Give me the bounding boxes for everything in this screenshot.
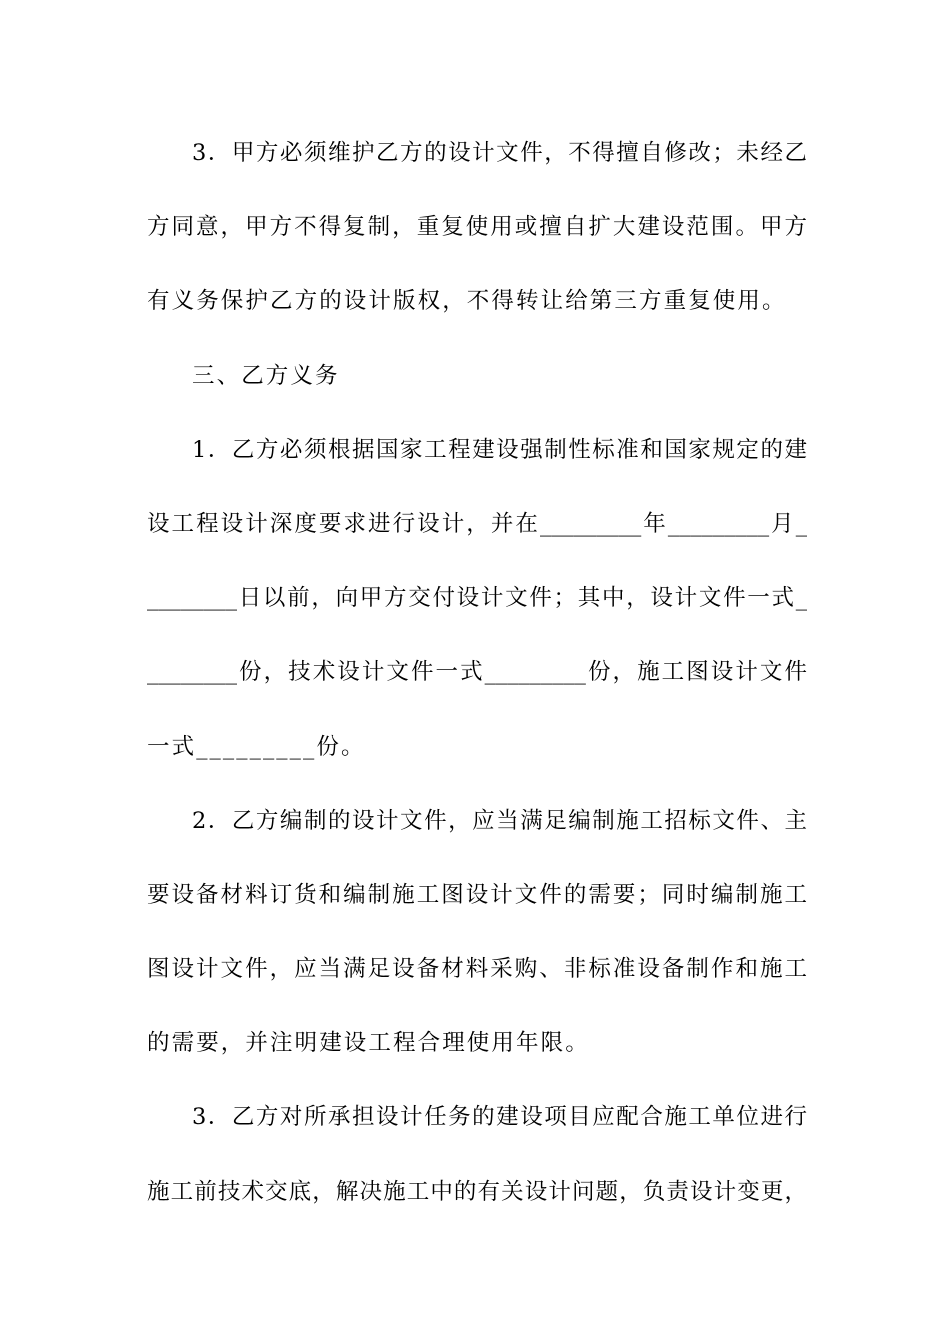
text-line: ________日以前，向甲方交付设计文件；其中，设计文件一式_ xyxy=(147,585,807,612)
text-line: 有义务保护乙方的设计版权，不得转让给第三方重复使用。 xyxy=(147,288,787,315)
text-line: 的需要，并注明建设工程合理使用年限。 xyxy=(147,1030,590,1057)
text-line: 3．甲方必须维护乙方的设计文件，不得擅自修改；未经乙 xyxy=(192,140,807,166)
text-line: 2．乙方编制的设计文件，应当满足编制施工招标文件、主 xyxy=(192,807,807,834)
text-line: 方同意，甲方不得复制，重复使用或擅自扩大建设范围。甲方 xyxy=(147,214,807,241)
text-line: 要设备材料订货和编制施工图设计文件的需要；同时编制施工 xyxy=(147,881,807,908)
text-line: 3．乙方对所承担设计任务的建设项目应配合施工单位进行 xyxy=(192,1104,807,1131)
text-line: ________份，技术设计文件一式_________份，施工图设计文件 xyxy=(147,659,807,686)
text-line: 1．乙方必须根据国家工程建设强制性标准和国家规定的建 xyxy=(192,436,807,463)
text-line: 施工前技术交底，解决施工中的有关设计问题，负责设计变更， xyxy=(147,1178,807,1205)
text-line: 一式_________份。 xyxy=(147,733,366,760)
section-heading: 三、乙方义务 xyxy=(192,362,340,389)
text-line: 设工程设计深度要求进行设计，并在_________年_________月_ xyxy=(147,510,807,537)
document-body xyxy=(147,128,807,1241)
text-line: 图设计文件，应当满足设备材料采购、非标准设备制作和施工 xyxy=(147,956,807,983)
